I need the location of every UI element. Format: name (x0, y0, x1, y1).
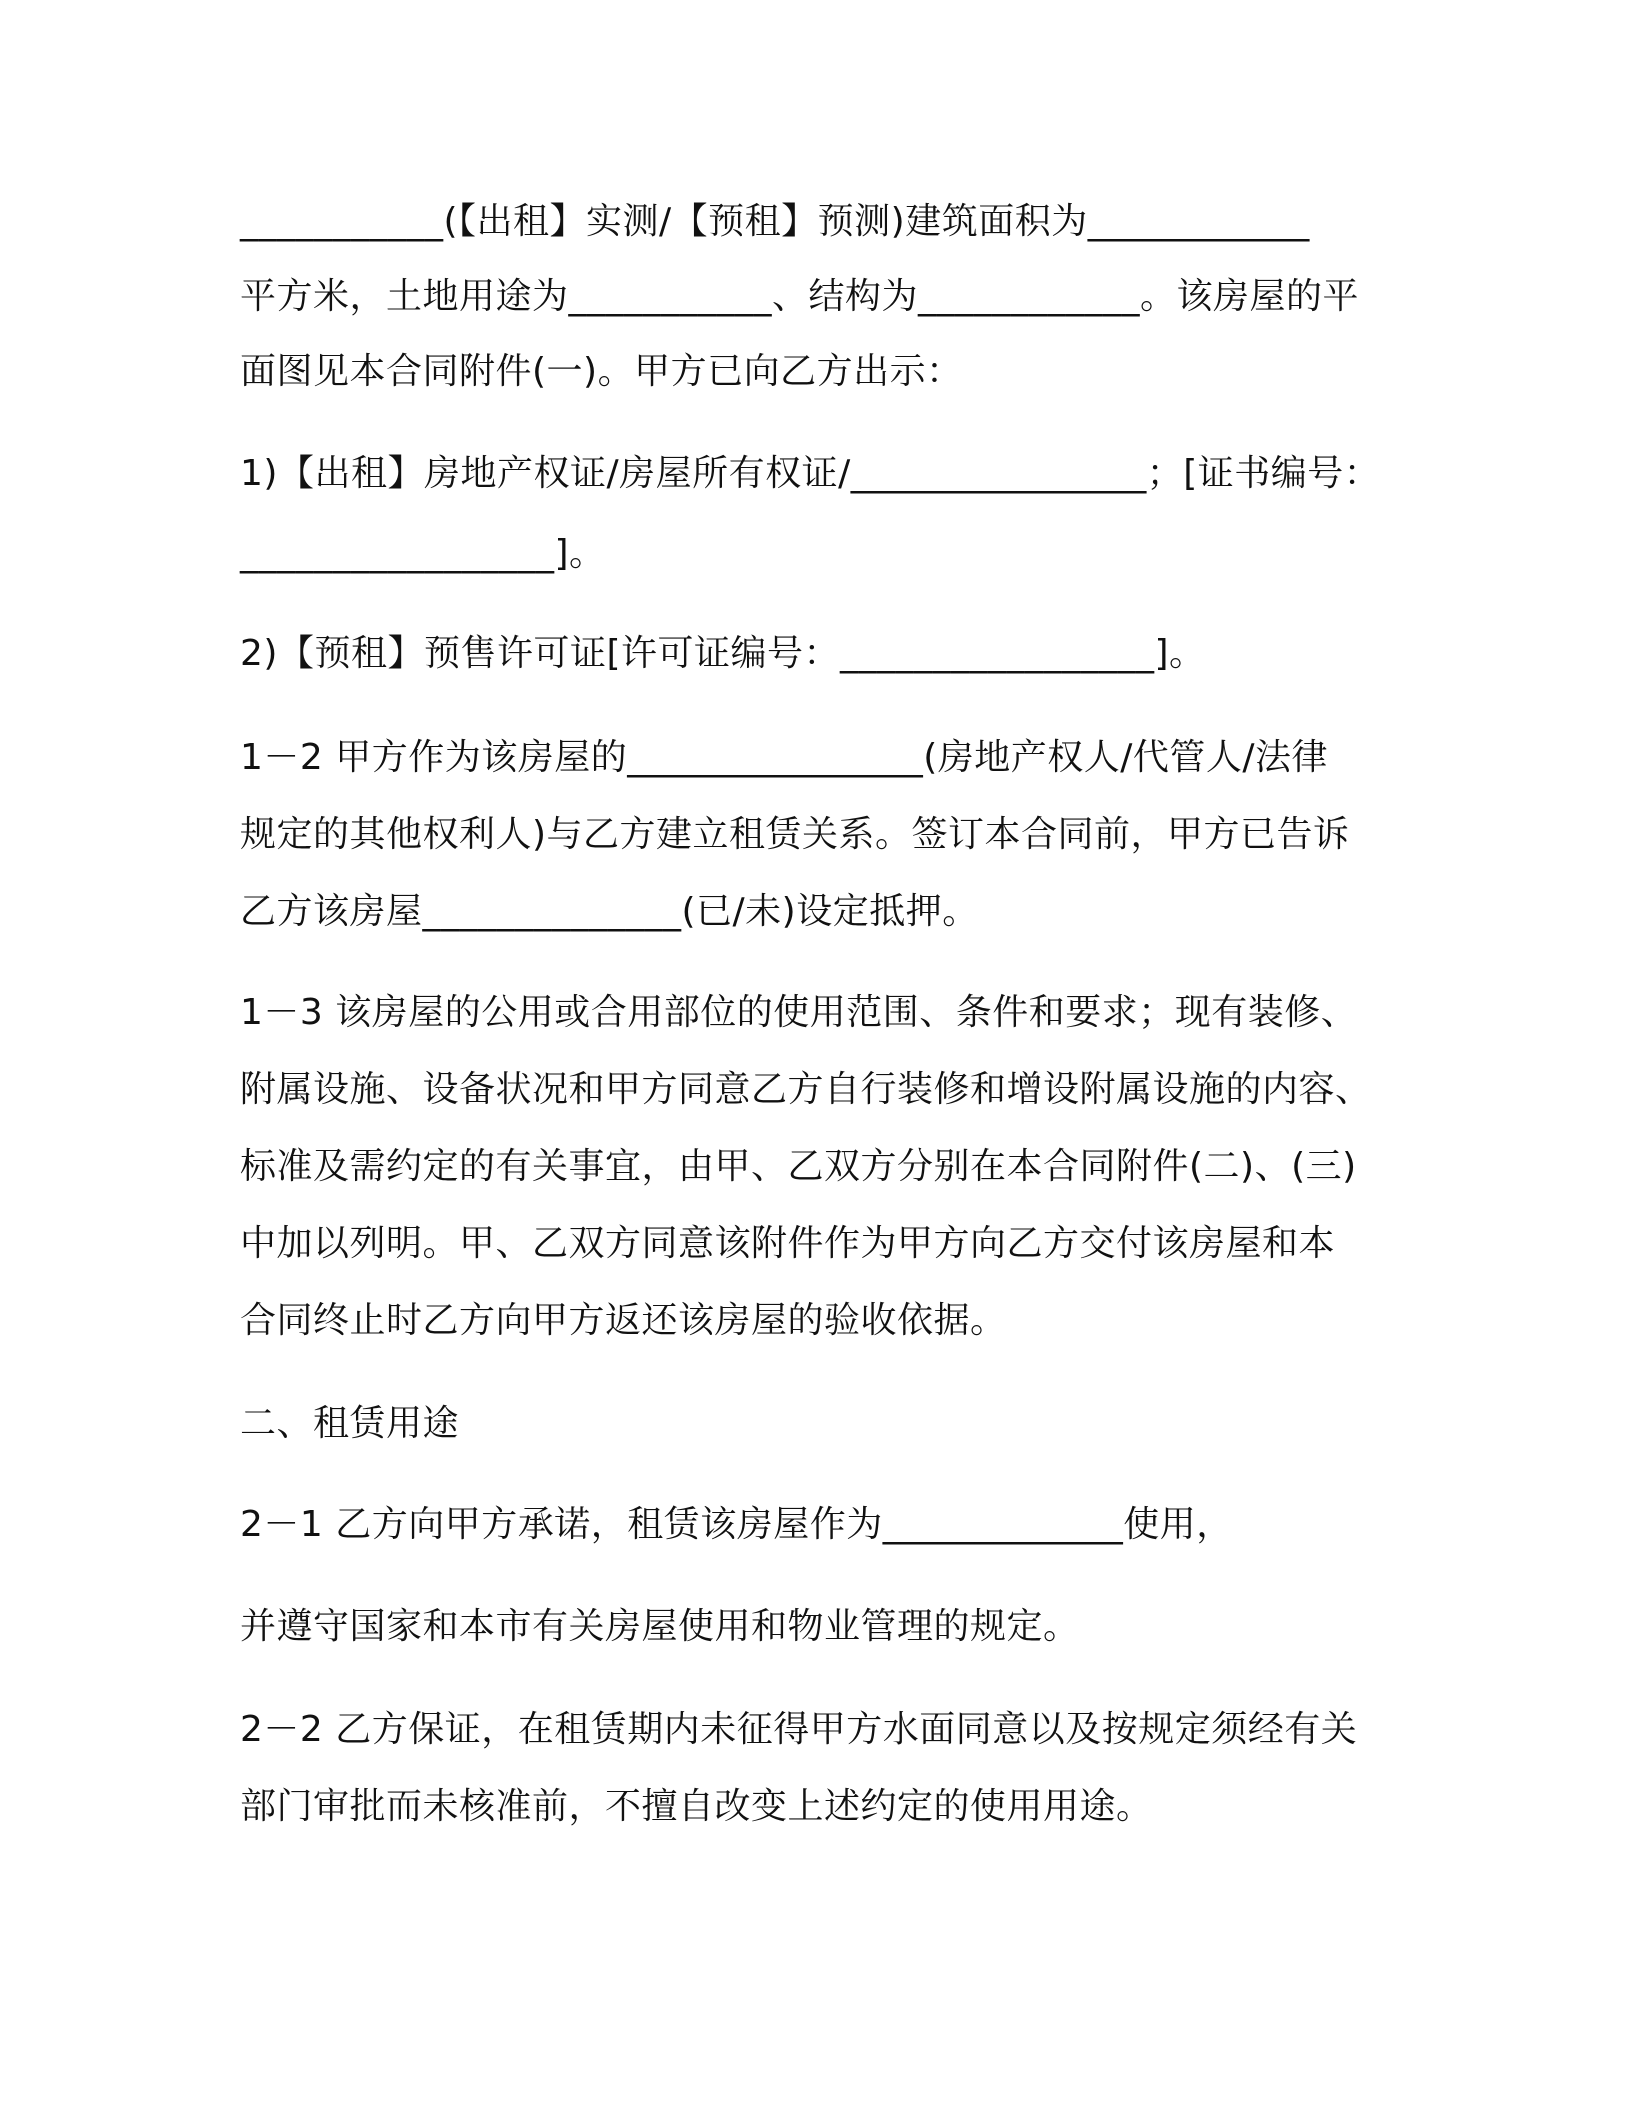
text-line: 并遵守国家和本市有关房屋使用和物业管理的规定。 (240, 1606, 1080, 1647)
text-line: 附属设施、设备状况和甲方同意乙方自行装修和增设附属设施的内容、 (240, 1069, 1372, 1110)
text-line: _________________]。 (240, 533, 606, 574)
section-heading: 二、租赁用途 (240, 1403, 460, 1444)
text-line: 2)【预租】预售许可证[许可证编号：_________________]。 (240, 633, 1206, 674)
text-line: 部门审批而未核准前，不擅自改变上述约定的使用用途。 (240, 1786, 1153, 1827)
text-line: 乙方该房屋______________(已/未)设定抵押。 (240, 891, 979, 932)
text-line: 合同终止时乙方向甲方返还该房屋的验收依据。 (240, 1300, 1007, 1341)
text-line: 平方米，土地用途为___________、结构为____________。该房屋的平 (240, 276, 1360, 317)
text-line: 1)【出租】房地产权证/房屋所有权证/________________；[证书编号： (240, 453, 1381, 494)
text-line: 规定的其他权利人)与乙方建立租赁关系。签订本合同前，甲方已告诉 (240, 814, 1350, 855)
text-line: 1－2 甲方作为该房屋的________________(房地产权人/代管人/法律 (240, 737, 1329, 778)
text-line: 1－3 该房屋的公用或合用部位的使用范围、条件和要求；现有装修、 (240, 992, 1358, 1033)
text-line: 2－2 乙方保证，在租赁期内未征得甲方水面同意以及按规定须经有关 (240, 1709, 1358, 1750)
text-line: 2－1 乙方向甲方承诺，租赁该房屋作为_____________使用， (240, 1504, 1233, 1545)
text-line: 面图见本合同附件(一)。甲方已向乙方出示： (240, 351, 963, 392)
text-line: 中加以列明。甲、乙双方同意该附件作为甲方向乙方交付该房屋和本 (240, 1223, 1336, 1264)
text-line: 标准及需约定的有关事宜，由甲、乙双方分别在本合同附件(二)、(三) (240, 1146, 1357, 1187)
text-line: ___________(【出租】实测/【预租】预测)建筑面积为____________ (240, 201, 1310, 242)
